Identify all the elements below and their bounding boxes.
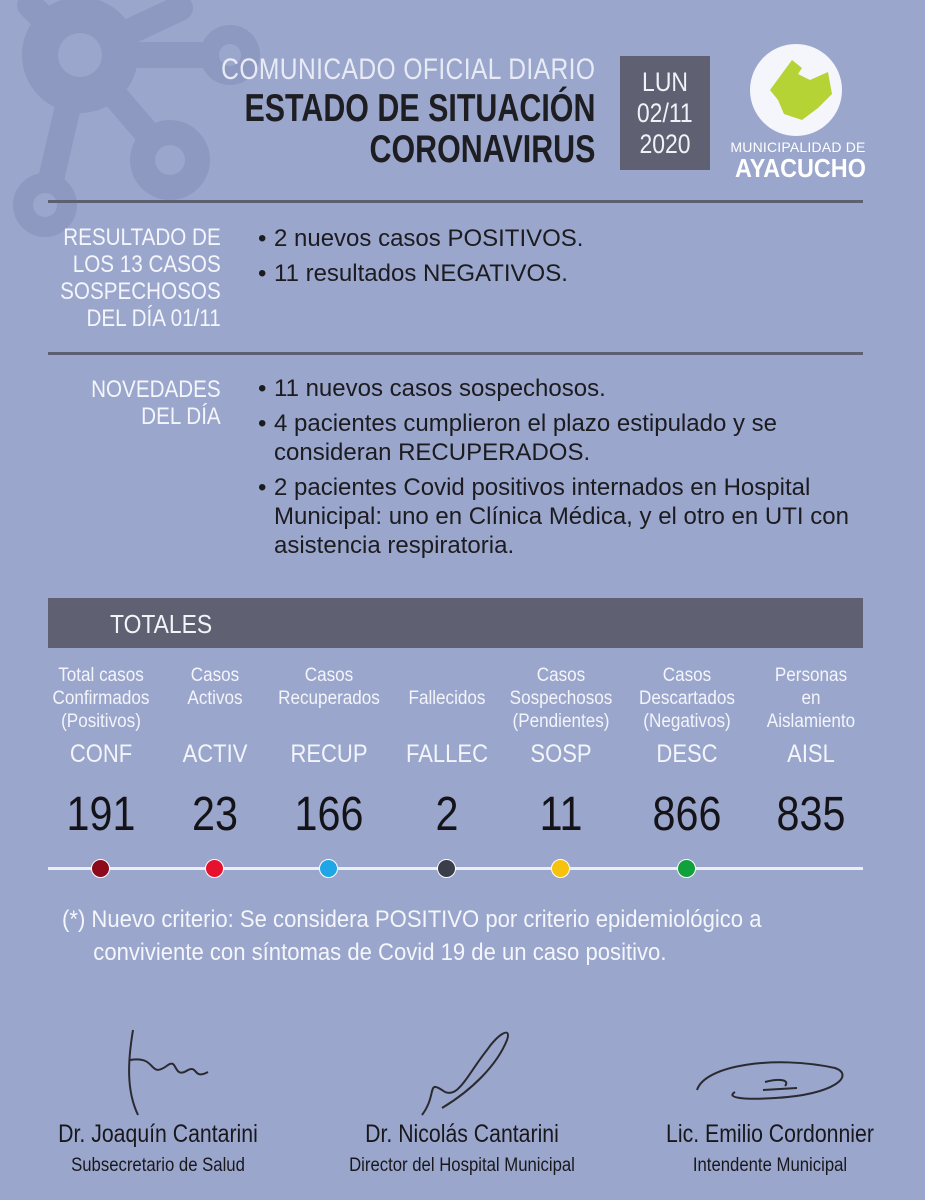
stat-abbr: SOSP (530, 740, 592, 768)
date-weekday: LUN (642, 66, 688, 97)
handwritten-signature-icon (402, 1020, 522, 1120)
stat-label: Casos (662, 665, 712, 686)
stat-value: 191 (66, 788, 136, 841)
results-label-line: LOS 13 CASOS (73, 251, 221, 278)
news-bullets (258, 374, 878, 566)
stat-label: (Positivos) (61, 711, 141, 732)
stat-label: Total casos (58, 665, 144, 686)
stat-abbr: DESC (656, 740, 718, 768)
stat-value: 866 (652, 788, 722, 841)
results-label-line: RESULTADO DE (63, 224, 222, 251)
date-year: 2020 (639, 128, 691, 159)
note-line: (*) Nuevo criterio: Se considera POSITIVO por criterio epidemiológico a (62, 906, 762, 933)
stat-abbr: CONF (69, 740, 133, 768)
stat-label: en (801, 688, 821, 709)
stat-abbr: RECUP (290, 740, 368, 768)
stat-value: 2 (435, 788, 459, 841)
date-box (620, 56, 710, 170)
header-title-line2: CORONAVIRUS (369, 128, 595, 171)
municipality-logo (728, 44, 868, 183)
marker-dot-recup-icon (319, 859, 338, 878)
stat-column-fallec (388, 664, 506, 842)
results-section-label (60, 224, 221, 332)
marker-dot-activ-icon (205, 859, 224, 878)
stat-label: Aislamiento (766, 711, 856, 732)
marker-dot-desc-icon (677, 859, 696, 878)
stat-column-desc (628, 664, 746, 842)
note-line: conviviente con síntomas de Covid 19 de un caso positivo. (93, 939, 667, 966)
stat-column-sosp (502, 664, 620, 842)
stat-label: Casos (304, 665, 354, 686)
signer-role: Director del Hospital Municipal (349, 1155, 575, 1176)
stat-column-recup (270, 664, 388, 842)
stat-column-conf (42, 664, 160, 842)
stat-abbr: AISL (787, 740, 835, 768)
news-label-line: NOVEDADES (91, 376, 221, 403)
handwritten-signature-icon (685, 1020, 855, 1120)
divider (48, 200, 863, 203)
list-item: • 2 pacientes Covid positivos internados en Hospital Municipal: uno en Clínica Médica, y el otro en UTI con asistencia respiratoria. (258, 474, 849, 559)
results-label-line: DEL DÍA 01/11 (86, 305, 222, 332)
stat-abbr: FALLEC (406, 740, 488, 768)
list-item: • 11 resultados NEGATIVOS. (258, 260, 568, 287)
results-label-line: SOSPECHOSOS (60, 278, 221, 305)
stat-value: 835 (776, 788, 846, 841)
list-item: • 2 nuevos casos POSITIVOS. (258, 225, 584, 252)
ayacucho-map-icon (762, 54, 832, 126)
totals-header-bar (48, 598, 863, 648)
stat-label: Fallecidos (408, 688, 486, 709)
signer-role: Subsecretario de Salud (71, 1155, 245, 1176)
totals-title: TOTALES (110, 609, 213, 639)
signature-block-2 (332, 1020, 592, 1176)
header-title-line1: ESTADO DE SITUACIÓN (244, 87, 595, 130)
signer-name: Dr. Joaquín Cantarini (58, 1120, 258, 1148)
marker-dot-conf-icon (91, 859, 110, 878)
list-item: • 4 pacientes cumplieron el plazo estipulado y se consideran RECUPERADOS. (258, 410, 777, 466)
stat-column-activ (156, 664, 274, 842)
stat-abbr: ACTIV (182, 740, 248, 768)
header-title-block (139, 55, 595, 169)
stat-value: 166 (294, 788, 364, 841)
signer-name: Lic. Emilio Cordonnier (666, 1120, 874, 1148)
marker-dot-fallec-icon (437, 859, 456, 878)
stat-label: Recuperados (278, 688, 380, 709)
signature-block-3 (640, 1020, 900, 1176)
logo-text-line2: AYACUCHO (735, 153, 866, 183)
divider (48, 352, 863, 355)
results-bullets (258, 224, 878, 294)
marker-dot-sosp-icon (551, 859, 570, 878)
stat-label: Sospechosos (509, 688, 613, 709)
stat-value: 23 (192, 788, 238, 841)
stat-label: Activos (187, 688, 243, 709)
stat-label: (Negativos) (643, 711, 731, 732)
stat-value: 11 (539, 788, 583, 841)
signer-role: Intendente Municipal (692, 1155, 848, 1176)
handwritten-signature-icon (98, 1020, 218, 1120)
date-day-month: 02/11 (637, 97, 693, 128)
stat-label: Casos (190, 665, 240, 686)
stat-label: Personas (774, 665, 848, 686)
criteria-note (62, 903, 798, 969)
news-section-label (91, 376, 221, 430)
header-subtitle: COMUNICADO OFICIAL DIARIO (220, 53, 595, 86)
signature-block-1 (28, 1020, 288, 1176)
news-label-line: DEL DÍA (141, 403, 221, 430)
stat-column-aisl (752, 664, 870, 842)
stat-label: (Pendientes) (512, 711, 610, 732)
signer-name: Dr. Nicolás Cantarini (365, 1120, 559, 1148)
list-item: • 11 nuevos casos sospechosos. (258, 375, 606, 402)
stat-label: Descartados (638, 688, 735, 709)
stat-label: Casos (536, 665, 586, 686)
stat-label: Confirmados (52, 688, 150, 709)
logo-text-line1: MUNICIPALIDAD DE (730, 139, 866, 155)
